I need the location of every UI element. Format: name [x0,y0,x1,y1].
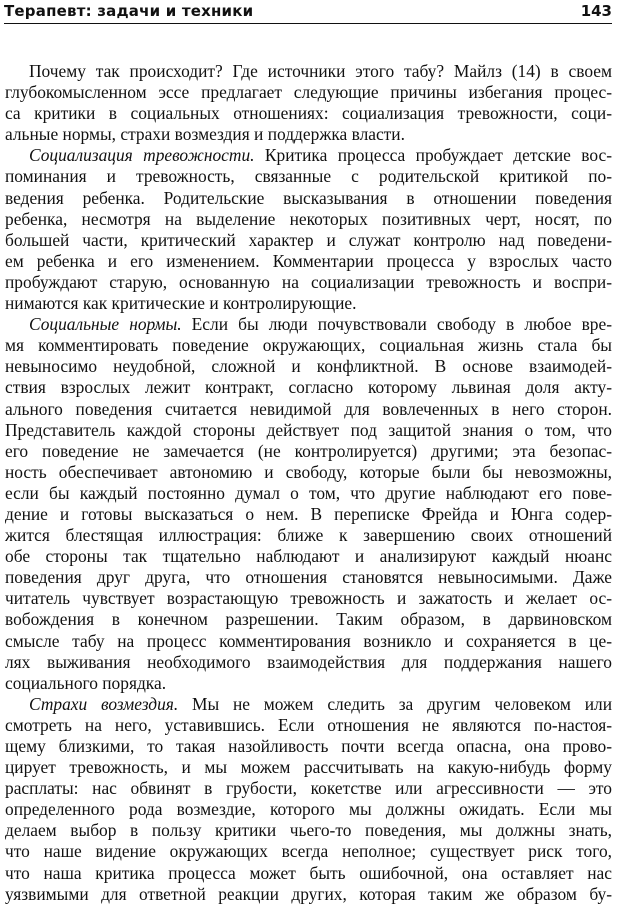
line-text: нимаются как критические и контролирующие. [5,293,357,314]
text-line [5,694,612,715]
line-text: Представитель каждой стороны действует под защитой знания о том, что [5,419,612,440]
text-line [5,736,612,757]
line-text: определенного рода возмездие, которого мы должны ожидать. Если мы [5,799,612,820]
text-line [5,715,612,736]
line-text: пробуждают старую, основанную на социализации тревожность и воспри- [5,271,612,292]
text-line [5,377,612,398]
line-text: цирует тревожность, и мы можем рассчитывать на какую-нибудь форму [5,757,612,778]
text-line [5,863,612,884]
line-text: альные нормы, страхи возмездия и поддержка власти. [5,124,405,145]
text-line [5,251,612,272]
text-line [5,884,612,905]
line-text: поведения друг друга, что отношения становятся невыносимыми. Даже [5,567,612,588]
text-line [5,356,612,377]
text-line [5,757,612,778]
page-number: 143 [580,2,612,20]
text-line [5,335,612,356]
text-line [5,188,612,209]
line-text: Если бы люди почувствовали свободу в любое вре- [181,314,613,335]
running-title: Терапевт: задачи и техники [4,2,254,20]
line-text: большей части, критический характер и служат контролю над поведени- [5,229,612,250]
text-line [5,314,612,335]
line-text: лях выживания необходимого взаимодействия для поддержания нашего [5,651,612,672]
line-text: если бы каждый постоянно думал о том, что другие наблюдают его пове- [5,482,612,503]
text-line [5,546,612,567]
section-lead-in: Социальные нормы. [29,314,182,335]
text-line [5,124,612,145]
line-text: дение и готовы высказаться о нем. В переписке Фрейда и Юнга содер- [5,503,612,524]
text-line [5,588,612,609]
text-line [5,504,612,525]
line-text: Критика процесса пробуждает детские вос- [254,145,612,166]
body-text [5,61,612,905]
line-text: глубокомысленном эссе предлагает следующие причины избегания процес- [5,82,612,103]
header-rule [4,23,612,24]
line-text: невыносимо неудобной, сложной и конфликтной. В основе взаимодей- [5,356,612,377]
text-line [5,462,612,483]
text-line [5,420,612,441]
text-line [5,166,612,187]
line-text: щему близкими, то такая назойливость почти всегда опасна, она прово- [5,736,612,756]
line-text: смысле табу на процесс комментирования возникло и сохраняется в це- [5,630,612,651]
line-text: ального поведения считается невидимой для вовлеченных в него сторон. [5,398,612,419]
text-line [5,61,612,82]
text-line [5,399,612,420]
line-text: смотреть на него, уставившись. Если отношения не являются по-настоя- [5,714,612,735]
text-line [5,631,612,652]
line-text: что наше видение окружающих всегда неполное; существует риск того, [5,841,612,862]
line-text: что наша критика процесса может быть ошибочной, она оставляет нас [5,862,612,883]
line-text: ребенка, несмотря на выделение некоторых позитивных черт, носят, по [5,208,612,229]
section-lead-in: Страхи возмездия. [29,693,179,714]
text-line [5,778,612,799]
line-text: вобождения в конечном разрешении. Таким образом, в дарвиновском [5,609,612,630]
text-line [5,209,612,230]
text-line [5,567,612,588]
line-text: Мы не можем следить за другим человеком или [178,693,612,714]
line-text: ведения ребенка. Родительские высказывания в отношении поведения [5,187,612,208]
section-lead-in: Социализация тревожности. [29,145,255,166]
text-line [5,652,612,673]
text-line [5,230,612,251]
text-line [5,293,612,314]
line-text: Почему так происходит? Где источники этого табу? Майлз (14) в своем [29,61,612,81]
text-line [5,841,612,862]
line-text: ность обеспечивает автономию и свободу, которые были бы невозможны, [5,461,612,482]
line-text: ствия взрослых лежит контракт, согласно которому львиная доля акту- [5,377,612,398]
text-line [5,82,612,103]
text-line [5,609,612,630]
line-text: читатель чувствует возрастающую тревожность и зажатость и желает ос- [5,588,612,609]
line-text: обе стороны так тщательно наблюдают и анализируют каждый нюанс [5,546,612,567]
line-text: поминания и тревожность, связанные с родительской критикой по- [5,166,612,187]
text-line [5,525,612,546]
line-text: мя комментировать поведение окружающих, социальная жизнь стала бы [5,335,612,356]
text-line [5,441,612,462]
text-line [5,483,612,504]
line-text: са критики в социальных отношениях: социализация тревожности, соци- [5,103,612,124]
line-text: жится блестящая иллюстрация: ближе к завершению своих отношений [5,525,612,546]
line-text: делаем выбор в пользу критики чьего-то поведения, мы должны знать, [5,820,612,841]
text-line [5,799,612,820]
line-text: его поведение не замечается (не контролируется) другими; эта безопас- [5,440,612,461]
text-line [5,145,612,166]
line-text: расплаты: нас обвинят в грубости, кокетстве или агрессивности — это [5,778,612,799]
line-text: социального порядка. [5,672,167,693]
line-text: уязвимыми для ответной реакции других, которая таким же образом бу- [5,883,612,904]
text-line [5,673,612,694]
text-line [5,272,612,293]
line-text: ем ребенка и его изменением. Комментарии процесса у взрослых часто [5,250,612,271]
text-line [5,820,612,841]
text-line [5,103,612,124]
